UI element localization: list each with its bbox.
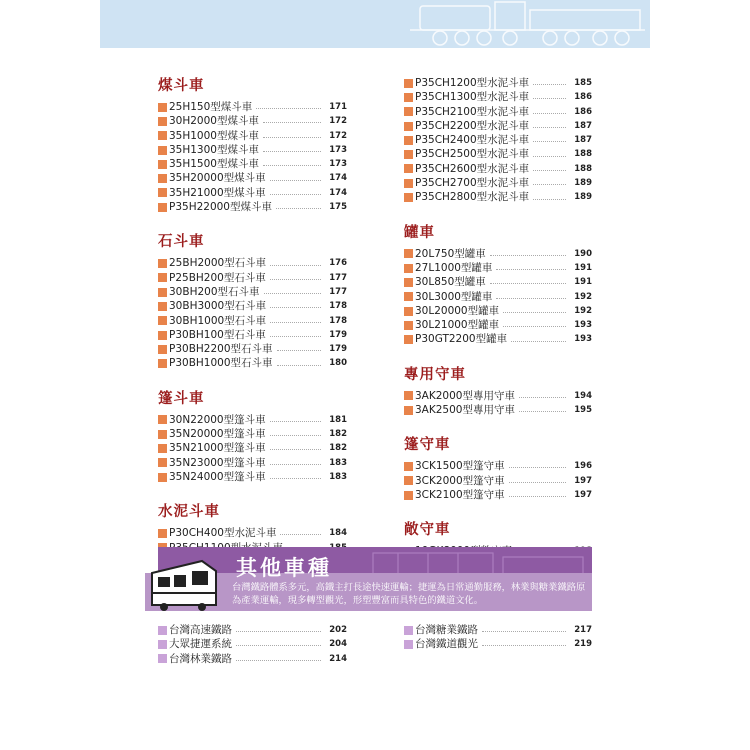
entry-label: P30GT2200型罐車 xyxy=(415,333,508,346)
toc-entry[interactable] xyxy=(158,623,347,637)
toc-entry[interactable] xyxy=(158,200,347,214)
bullet-square-icon xyxy=(158,529,167,538)
banner-description: 台灣鐵路體系多元，高鐵主打長途快速運輸；捷運為日常通勤服務，林業與糖業鐵路原為產業運輸，現多轉型觀光，形塑豐富而具特色的鐵道文化。 xyxy=(232,582,586,606)
bullet-square-icon xyxy=(158,316,167,325)
entry-label: 35N23000型篷斗車 xyxy=(169,456,266,469)
dot-leader xyxy=(496,297,566,299)
dot-leader xyxy=(270,463,321,465)
bullet-square-icon xyxy=(404,391,413,400)
entry-label: 25H150型煤斗車 xyxy=(169,101,253,113)
toc-entry[interactable] xyxy=(404,488,592,502)
bullet-square-icon xyxy=(158,174,167,183)
toc-section xyxy=(404,76,592,205)
entry-label: P35CH2500型水泥斗車 xyxy=(415,148,530,161)
page-number: 194 xyxy=(574,390,592,401)
page-number: 186 xyxy=(574,92,592,103)
dot-leader xyxy=(533,183,566,185)
toc-section xyxy=(404,435,592,502)
entry-label: P30CH400型水泥斗車 xyxy=(169,527,277,540)
toc-section xyxy=(158,232,347,370)
dot-leader xyxy=(482,644,566,646)
toc-entry[interactable] xyxy=(158,299,347,313)
entry-label: 30L21000型罐車 xyxy=(415,319,500,332)
page-number: 176 xyxy=(329,258,347,269)
toc-entry[interactable] xyxy=(158,342,347,356)
page-number: 193 xyxy=(574,320,592,331)
entry-label: 35H20000型煤斗車 xyxy=(169,172,266,185)
toc-entry[interactable] xyxy=(404,162,592,176)
page-number: 184 xyxy=(329,528,347,539)
entry-label: P35H22000型煤斗車 xyxy=(169,201,272,214)
page-number: 197 xyxy=(574,489,592,500)
toc-entry[interactable] xyxy=(158,100,347,114)
dot-leader xyxy=(490,254,566,256)
page-number: 219 xyxy=(574,639,592,650)
page-number: 187 xyxy=(574,135,592,146)
page-number: 178 xyxy=(329,315,347,326)
page-number: 172 xyxy=(329,130,347,141)
entry-label: 35H1500型煤斗車 xyxy=(169,158,259,171)
entry-label: P30BH2200型石斗車 xyxy=(169,343,273,356)
dot-leader xyxy=(519,396,566,398)
entry-label: P35CH1300型水泥斗車 xyxy=(415,91,530,104)
dot-leader xyxy=(519,410,566,412)
bullet-square-icon xyxy=(158,203,167,212)
toc-entry[interactable] xyxy=(404,190,592,204)
page-number: 193 xyxy=(574,334,592,345)
page-number: 189 xyxy=(574,178,592,189)
bullet-square-icon xyxy=(404,292,413,301)
bullet-square-icon xyxy=(404,406,413,415)
toc-entry[interactable] xyxy=(158,413,347,427)
entry-label: 25BH2000型石斗車 xyxy=(169,257,267,270)
dot-leader xyxy=(263,136,321,138)
section-title: 專用守車 xyxy=(404,366,466,383)
entry-label: P35CH1200型水泥斗車 xyxy=(415,77,530,89)
page-number: 214 xyxy=(329,653,347,664)
dot-leader xyxy=(236,644,321,646)
bullet-square-icon xyxy=(404,93,413,102)
header-band xyxy=(100,0,650,48)
page-number: 177 xyxy=(329,272,347,283)
dot-leader xyxy=(236,630,321,632)
entry-label: P35CH2100型水泥斗車 xyxy=(415,105,530,118)
page-number: 174 xyxy=(329,173,347,184)
locomotive-illustration xyxy=(400,0,650,48)
section-title: 煤斗車 xyxy=(158,78,205,94)
toc-entry[interactable] xyxy=(404,623,592,637)
dot-leader xyxy=(256,107,321,109)
toc-entry[interactable] xyxy=(404,90,592,104)
page-number: 190 xyxy=(574,248,592,259)
toc-entry[interactable] xyxy=(404,332,592,346)
toc-column-left xyxy=(158,76,347,573)
dot-leader xyxy=(270,306,321,308)
toc-entry[interactable] xyxy=(158,285,347,299)
entry-label: 30L850型罐車 xyxy=(415,276,486,289)
section-title: 敞守車 xyxy=(404,522,451,539)
page-number: 173 xyxy=(329,144,347,155)
toc-entry[interactable] xyxy=(158,129,347,143)
dot-leader xyxy=(270,420,321,422)
toc-entry[interactable] xyxy=(404,76,592,90)
page-number: 179 xyxy=(329,344,347,355)
toc-section xyxy=(404,365,592,418)
bullet-square-icon xyxy=(404,640,413,649)
entry-label: 台灣糖業鐵路 xyxy=(415,624,478,636)
page-number: 204 xyxy=(329,639,347,650)
bullet-square-icon xyxy=(158,103,167,112)
bullet-square-icon xyxy=(158,188,167,197)
bullet-square-icon xyxy=(404,79,413,88)
entry-label: 大眾捷運系統 xyxy=(169,638,232,651)
toc-entry[interactable] xyxy=(158,328,347,342)
section-title: 水泥斗車 xyxy=(158,504,220,521)
dot-leader xyxy=(533,83,566,85)
page-number: 195 xyxy=(574,405,592,416)
toc-entry[interactable] xyxy=(158,143,347,157)
dot-leader xyxy=(236,659,321,661)
toc-column-right xyxy=(404,76,592,577)
train-icon xyxy=(146,553,222,613)
page-number: 174 xyxy=(329,187,347,198)
bullet-square-icon xyxy=(404,462,413,471)
bullet-square-icon xyxy=(404,136,413,145)
toc-entry[interactable] xyxy=(158,157,347,171)
bullet-square-icon xyxy=(404,249,413,258)
entry-label: 35N20000型篷斗車 xyxy=(169,428,266,441)
toc-entry[interactable] xyxy=(404,637,592,651)
dot-leader xyxy=(503,325,566,327)
page-number: 186 xyxy=(574,106,592,117)
bullet-square-icon xyxy=(158,415,167,424)
toc-entry[interactable] xyxy=(158,441,347,455)
entry-label: 27L1000型罐車 xyxy=(415,261,493,274)
bullet-square-icon xyxy=(158,131,167,140)
toc-section xyxy=(158,76,347,214)
other-list-left xyxy=(158,623,347,666)
toc-entry[interactable] xyxy=(158,470,347,484)
entry-label: 35H1000型煤斗車 xyxy=(169,129,259,142)
entry-label: P30BH100型石斗車 xyxy=(169,328,266,341)
entry-label: 30N22000型篷斗車 xyxy=(169,413,266,426)
dot-leader xyxy=(490,282,566,284)
entry-label: 3CK1500型篷守車 xyxy=(415,460,505,473)
dot-leader xyxy=(264,292,321,294)
page-number: 178 xyxy=(329,301,347,312)
toc-entry[interactable] xyxy=(158,271,347,285)
bullet-square-icon xyxy=(404,164,413,173)
toc-entry[interactable] xyxy=(404,105,592,119)
entry-label: P35CH2600型水泥斗車 xyxy=(415,162,530,175)
dot-leader xyxy=(509,495,566,497)
bullet-square-icon xyxy=(404,264,413,273)
bullet-square-icon xyxy=(158,259,167,268)
entry-label: 35H1300型煤斗車 xyxy=(169,143,259,156)
dot-leader xyxy=(277,364,321,366)
page-number: 183 xyxy=(329,457,347,468)
page-number: 181 xyxy=(329,414,347,425)
dot-leader xyxy=(270,477,321,479)
bullet-square-icon xyxy=(158,359,167,368)
dot-leader xyxy=(533,112,566,114)
toc-entry[interactable] xyxy=(404,474,592,488)
entry-label: 3CK2100型篷守車 xyxy=(415,488,505,501)
bullet-square-icon xyxy=(158,160,167,169)
bullet-square-icon xyxy=(404,335,413,344)
entry-label: 30BH1000型石斗車 xyxy=(169,314,267,327)
page-number: 189 xyxy=(574,192,592,203)
entry-label: 30BH200型石斗車 xyxy=(169,285,260,298)
toc-entry[interactable] xyxy=(404,147,592,161)
bullet-square-icon xyxy=(158,345,167,354)
dot-leader xyxy=(263,164,321,166)
entry-label: 30L20000型罐車 xyxy=(415,304,500,317)
entry-label: P30BH1000型石斗車 xyxy=(169,357,273,370)
dot-leader xyxy=(482,630,566,632)
entry-label: 20L750型罐車 xyxy=(415,247,486,260)
dot-leader xyxy=(496,268,566,270)
bullet-square-icon xyxy=(158,331,167,340)
bullet-square-icon xyxy=(404,107,413,116)
entry-label: 35N24000型篷斗車 xyxy=(169,470,266,483)
toc-entry[interactable] xyxy=(404,133,592,147)
toc-entry[interactable] xyxy=(404,304,592,318)
page-number: 188 xyxy=(574,149,592,160)
page-number: 187 xyxy=(574,120,592,131)
toc-entry[interactable] xyxy=(158,171,347,185)
page-number: 183 xyxy=(329,471,347,482)
bullet-square-icon xyxy=(158,302,167,311)
bullet-square-icon xyxy=(404,122,413,131)
page-number: 171 xyxy=(329,102,347,112)
page-number: 192 xyxy=(574,305,592,316)
toc-entry[interactable] xyxy=(158,356,347,370)
bullet-square-icon xyxy=(404,307,413,316)
page-number: 217 xyxy=(574,625,592,635)
entry-label: 3AK2000型專用守車 xyxy=(415,389,515,402)
banner-title: 其他車種 xyxy=(236,556,332,580)
dot-leader xyxy=(533,126,566,128)
bullet-square-icon xyxy=(158,273,167,282)
page-number: 197 xyxy=(574,475,592,486)
entry-label: P35CH2800型水泥斗車 xyxy=(415,191,530,204)
toc-entry[interactable] xyxy=(158,256,347,270)
toc-entry[interactable] xyxy=(158,314,347,328)
toc-entry[interactable] xyxy=(158,526,347,540)
bullet-square-icon xyxy=(404,321,413,330)
dot-leader xyxy=(277,349,321,351)
dot-leader xyxy=(263,121,321,123)
toc-entry[interactable] xyxy=(404,318,592,332)
entry-label: 台灣鐵道觀光 xyxy=(415,638,478,651)
dot-leader xyxy=(533,140,566,142)
page-number: 180 xyxy=(329,358,347,369)
page-number: 191 xyxy=(574,262,592,273)
page-number: 185 xyxy=(574,78,592,88)
bullet-square-icon xyxy=(158,458,167,467)
entry-label: P25BH200型石斗車 xyxy=(169,271,266,284)
page-number: 182 xyxy=(329,443,347,454)
section-title: 篷斗車 xyxy=(158,390,205,407)
entry-label: 30H2000型煤斗車 xyxy=(169,115,259,128)
dot-leader xyxy=(263,150,321,152)
toc-entry[interactable] xyxy=(158,637,347,651)
page-number: 179 xyxy=(329,329,347,340)
toc-entry[interactable] xyxy=(404,176,592,190)
toc-section xyxy=(158,389,347,484)
dot-leader xyxy=(533,169,566,171)
page-number: 182 xyxy=(329,429,347,440)
dot-leader xyxy=(511,340,566,342)
other-list-right xyxy=(404,623,592,652)
bullet-square-icon xyxy=(158,640,167,649)
entry-label: P35CH2400型水泥斗車 xyxy=(415,134,530,147)
dot-leader xyxy=(270,278,321,280)
dot-leader xyxy=(270,434,321,436)
bullet-square-icon xyxy=(158,473,167,482)
page-number: 202 xyxy=(329,625,347,635)
entry-label: 3CK2000型篷守車 xyxy=(415,474,505,487)
bullet-square-icon xyxy=(158,117,167,126)
bullet-square-icon xyxy=(404,150,413,159)
dot-leader xyxy=(270,448,321,450)
page-number: 173 xyxy=(329,159,347,170)
toc-entry[interactable] xyxy=(404,275,592,289)
dot-leader xyxy=(503,311,566,313)
bullet-square-icon xyxy=(404,491,413,500)
entry-label: 35H21000型煤斗車 xyxy=(169,186,266,199)
entry-label: P35CH2200型水泥斗車 xyxy=(415,119,530,132)
page-number: 175 xyxy=(329,202,347,213)
toc-entry[interactable] xyxy=(404,261,592,275)
dot-leader xyxy=(270,193,321,195)
toc-entry[interactable] xyxy=(404,119,592,133)
toc-entry[interactable] xyxy=(158,456,347,470)
toc-entry[interactable] xyxy=(158,186,347,200)
bullet-square-icon xyxy=(404,193,413,202)
page-number: 177 xyxy=(329,286,347,297)
toc-section xyxy=(404,223,592,347)
page-number: 188 xyxy=(574,163,592,174)
toc-entry[interactable] xyxy=(404,459,592,473)
entry-label: 30L3000型罐車 xyxy=(415,290,493,303)
toc-entry[interactable] xyxy=(404,247,592,261)
dot-leader xyxy=(533,155,566,157)
dot-leader xyxy=(509,481,566,483)
dot-leader xyxy=(270,321,321,323)
bullet-square-icon xyxy=(158,430,167,439)
dot-leader xyxy=(270,264,321,266)
bullet-square-icon xyxy=(404,179,413,188)
entry-label: 35N21000型篷斗車 xyxy=(169,442,266,455)
entry-label: 30BH3000型石斗車 xyxy=(169,300,267,313)
dot-leader xyxy=(533,198,566,200)
bullet-square-icon xyxy=(158,626,167,635)
bullet-square-icon xyxy=(158,444,167,453)
page-number: 172 xyxy=(329,116,347,127)
bullet-square-icon xyxy=(158,654,167,663)
entry-label: 台灣林業鐵路 xyxy=(169,652,232,665)
toc-entry[interactable] xyxy=(404,389,592,403)
entry-label: 3AK2500型專用守車 xyxy=(415,404,515,417)
page-number: 191 xyxy=(574,277,592,288)
bullet-square-icon xyxy=(404,476,413,485)
entry-label: P35CH2700型水泥斗車 xyxy=(415,177,530,190)
section-title: 石斗車 xyxy=(158,234,205,251)
bullet-square-icon xyxy=(158,146,167,155)
toc-entry[interactable] xyxy=(404,290,592,304)
dot-leader xyxy=(270,179,321,181)
page-number: 192 xyxy=(574,291,592,302)
page-number: 196 xyxy=(574,461,592,472)
dot-leader xyxy=(280,533,321,535)
entry-label: 台灣高速鐵路 xyxy=(169,624,232,636)
toc-entry[interactable] xyxy=(404,403,592,417)
bullet-square-icon xyxy=(404,626,413,635)
dot-leader xyxy=(533,97,566,99)
section-title: 篷守車 xyxy=(404,437,451,454)
dot-leader xyxy=(270,335,321,337)
bullet-square-icon xyxy=(158,288,167,297)
section-title: 罐車 xyxy=(404,224,435,241)
bullet-square-icon xyxy=(404,278,413,287)
toc-entry[interactable] xyxy=(158,652,347,666)
dot-leader xyxy=(509,466,566,468)
dot-leader xyxy=(276,207,321,209)
toc-entry[interactable] xyxy=(158,427,347,441)
toc-entry[interactable] xyxy=(158,114,347,128)
